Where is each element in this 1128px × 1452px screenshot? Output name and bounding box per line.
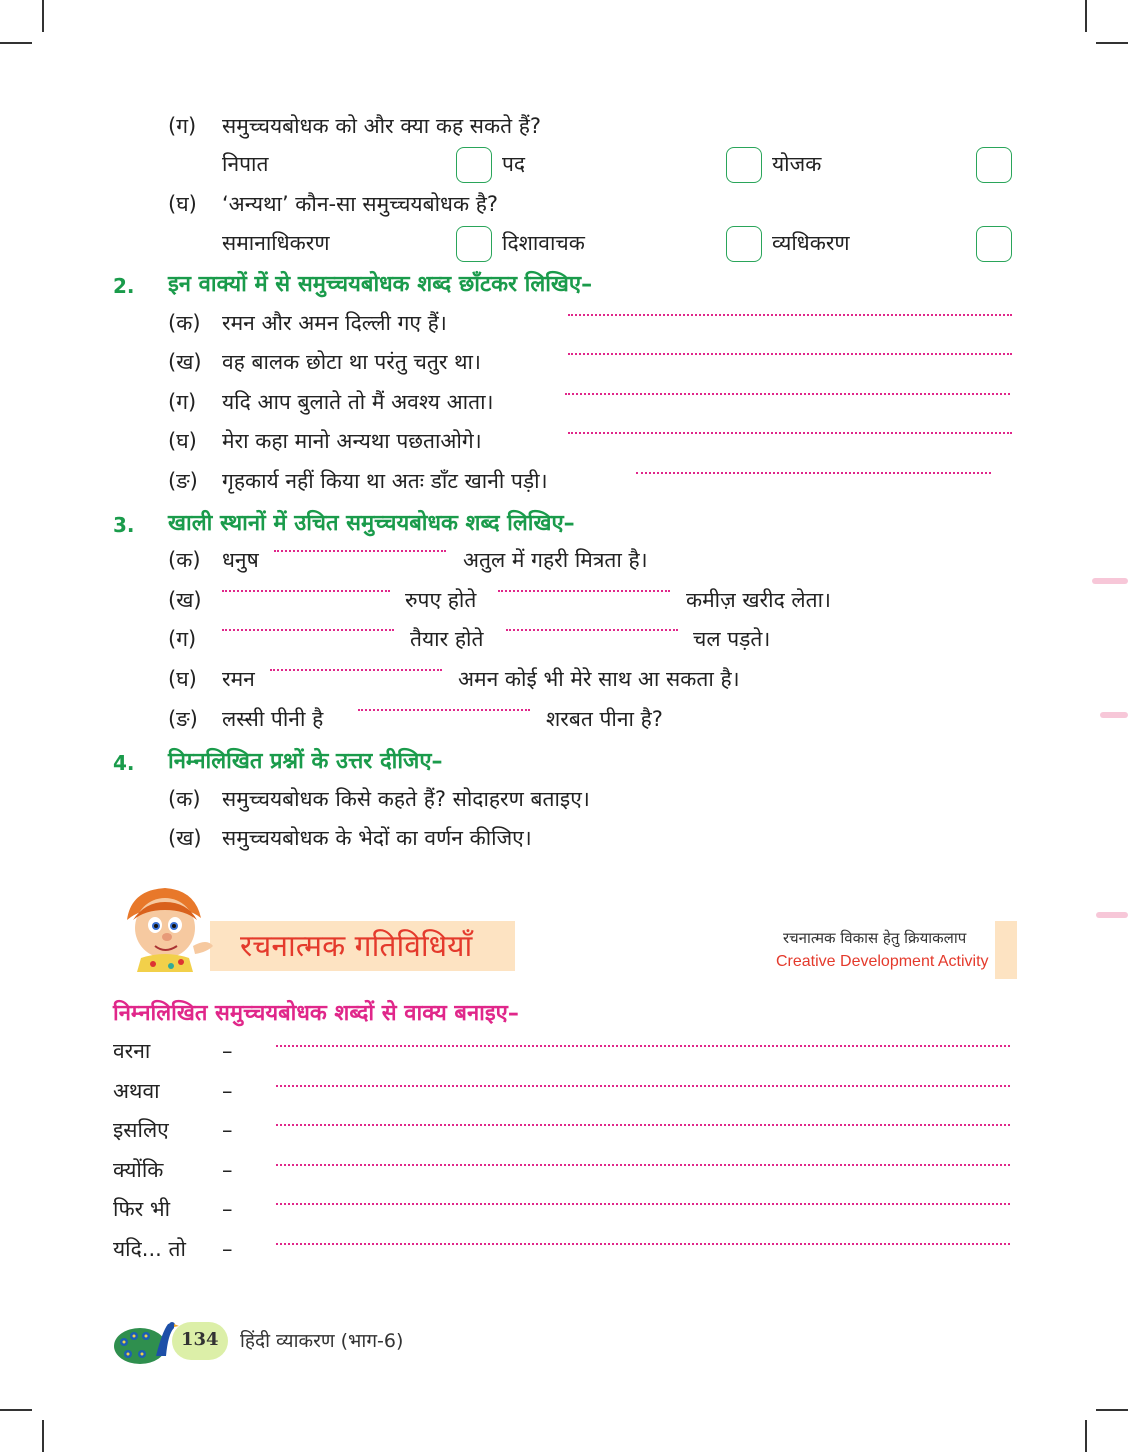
q2-item-label: (क) — [168, 311, 201, 335]
q3-item-post: अतुल में गहरी मित्रता है। — [463, 548, 648, 572]
q3-number: 3. — [113, 513, 135, 537]
q1-gh-option-3: व्यधिकरण — [772, 231, 850, 255]
blank-line[interactable] — [270, 669, 442, 671]
blank-line[interactable] — [498, 590, 670, 592]
q2-item-text: गृहकार्य नहीं किया था अतः डाँट खानी पड़ी। — [222, 469, 548, 493]
page-number: 134 — [181, 1329, 219, 1350]
q3-item-pre: लस्सी पीनी है — [222, 707, 324, 731]
blank-line[interactable] — [222, 629, 394, 631]
blank-line[interactable] — [222, 590, 390, 592]
q3-item-pre: रमन — [222, 667, 255, 691]
activity-word: अथवा — [113, 1079, 160, 1103]
answer-line[interactable] — [568, 314, 1012, 316]
activity-subtitle-english: Creative Development Activity — [776, 953, 989, 970]
cartoon-boy-icon — [115, 880, 215, 972]
answer-checkbox[interactable] — [726, 226, 762, 262]
q4-item-label: (ख) — [168, 826, 202, 850]
q2-item-label: (ङ) — [168, 469, 198, 493]
q1-gh-question: ‘अन्यथा’ कौन-सा समुच्चयबोधक है? — [222, 192, 499, 216]
answer-line[interactable] — [568, 432, 1012, 434]
activity-dash: – — [222, 1039, 233, 1063]
book-title: हिंदी व्याकरण (भाग-6) — [240, 1330, 404, 1352]
edge-decoration — [1096, 912, 1128, 918]
activity-word: फिर भी — [113, 1197, 171, 1221]
q1-g-option-2: पद — [502, 152, 526, 176]
q4-heading: निम्नलिखित प्रश्नों के उत्तर दीजिए– — [168, 749, 443, 774]
activity-dash: – — [222, 1158, 233, 1182]
q3-item-post: चल पड़ते। — [693, 627, 771, 651]
q1-g-label: (ग) — [168, 114, 197, 138]
q1-gh-option-2: दिशावाचक — [502, 231, 585, 255]
q4-item-text: समुच्चयबोधक के भेदों का वर्णन कीजिए। — [222, 826, 532, 850]
answer-line[interactable] — [276, 1085, 1010, 1087]
q2-item-label: (ग) — [168, 390, 197, 414]
q2-item-label: (घ) — [168, 429, 197, 453]
blank-line[interactable] — [358, 709, 530, 711]
q1-g-option-1: निपात — [222, 152, 269, 176]
activity-word: इसलिए — [113, 1118, 169, 1142]
answer-line[interactable] — [276, 1203, 1010, 1205]
q3-item-post: कमीज़ खरीद लेता। — [686, 588, 832, 612]
q3-item-label: (क) — [168, 548, 201, 572]
answer-checkbox[interactable] — [976, 226, 1012, 262]
q3-item-label: (ङ) — [168, 707, 198, 731]
answer-checkbox[interactable] — [456, 147, 492, 183]
edge-decoration — [1092, 578, 1128, 584]
activity-accent-bar — [995, 921, 1017, 979]
q2-item-text: मेरा कहा मानो अन्यथा पछताओगे। — [222, 429, 482, 453]
activity-dash: – — [222, 1197, 233, 1221]
activity-word: वरना — [113, 1039, 151, 1063]
answer-line[interactable] — [276, 1243, 1010, 1245]
activity-word: यदि... तो — [113, 1237, 186, 1261]
answer-checkbox[interactable] — [726, 147, 762, 183]
activity-instruction: निम्नलिखित समुच्चयबोधक शब्दों से वाक्य बनाइए– — [113, 1001, 519, 1026]
q2-heading: इन वाक्यों में से समुच्चयबोधक शब्द छाँटकर लिखिए– — [168, 272, 593, 297]
q3-item-label: (ग) — [168, 627, 197, 651]
activity-subtitle-hindi: रचनात्मक विकास हेतु क्रियाकलाप — [783, 929, 967, 947]
blank-line[interactable] — [506, 629, 678, 631]
answer-checkbox[interactable] — [976, 147, 1012, 183]
q2-item-text: वह बालक छोटा था परंतु चतुर था। — [222, 350, 481, 374]
q1-g-question: समुच्चयबोधक को और क्या कह सकते हैं? — [222, 114, 542, 138]
q3-item-label: (ख) — [168, 588, 202, 612]
q3-item-post: शरबत पीना है? — [546, 707, 663, 731]
q1-gh-label: (घ) — [168, 192, 197, 216]
activity-dash: – — [222, 1079, 233, 1103]
answer-line[interactable] — [276, 1124, 1010, 1126]
q1-gh-option-1: समानाधिकरण — [222, 231, 330, 255]
q3-item-pre: धनुष — [222, 548, 259, 572]
blank-line[interactable] — [274, 550, 446, 552]
q2-number: 2. — [113, 274, 135, 298]
activity-dash: – — [222, 1118, 233, 1142]
q4-item-text: समुच्चयबोधक किसे कहते हैं? सोदाहरण बताइए। — [222, 787, 590, 811]
answer-checkbox[interactable] — [456, 226, 492, 262]
q2-item-label: (ख) — [168, 350, 202, 374]
q3-heading: खाली स्थानों में उचित समुच्चयबोधक शब्द लिखिए– — [168, 511, 575, 536]
q3-item-mid: तैयार होते — [410, 627, 484, 651]
q1-g-option-3: योजक — [772, 152, 822, 176]
q2-item-text: रमन और अमन दिल्ली गए हैं। — [222, 311, 447, 335]
answer-line[interactable] — [276, 1045, 1010, 1047]
q3-item-post: अमन कोई भी मेरे साथ आ सकता है। — [458, 667, 740, 691]
answer-line[interactable] — [276, 1164, 1010, 1166]
activity-word: क्योंकि — [113, 1158, 164, 1182]
activity-banner-title: रचनात्मक गतिविधियाँ — [240, 929, 473, 964]
activity-dash: – — [222, 1237, 233, 1261]
answer-line[interactable] — [636, 472, 991, 474]
q2-item-text: यदि आप बुलाते तो मैं अवश्य आता। — [222, 390, 494, 414]
answer-line[interactable] — [568, 353, 1012, 355]
answer-line[interactable] — [565, 393, 1010, 395]
q3-item-label: (घ) — [168, 667, 197, 691]
q3-item-mid: रुपए होते — [405, 588, 477, 612]
q4-item-label: (क) — [168, 787, 201, 811]
q4-number: 4. — [113, 751, 135, 775]
edge-decoration — [1100, 712, 1128, 718]
